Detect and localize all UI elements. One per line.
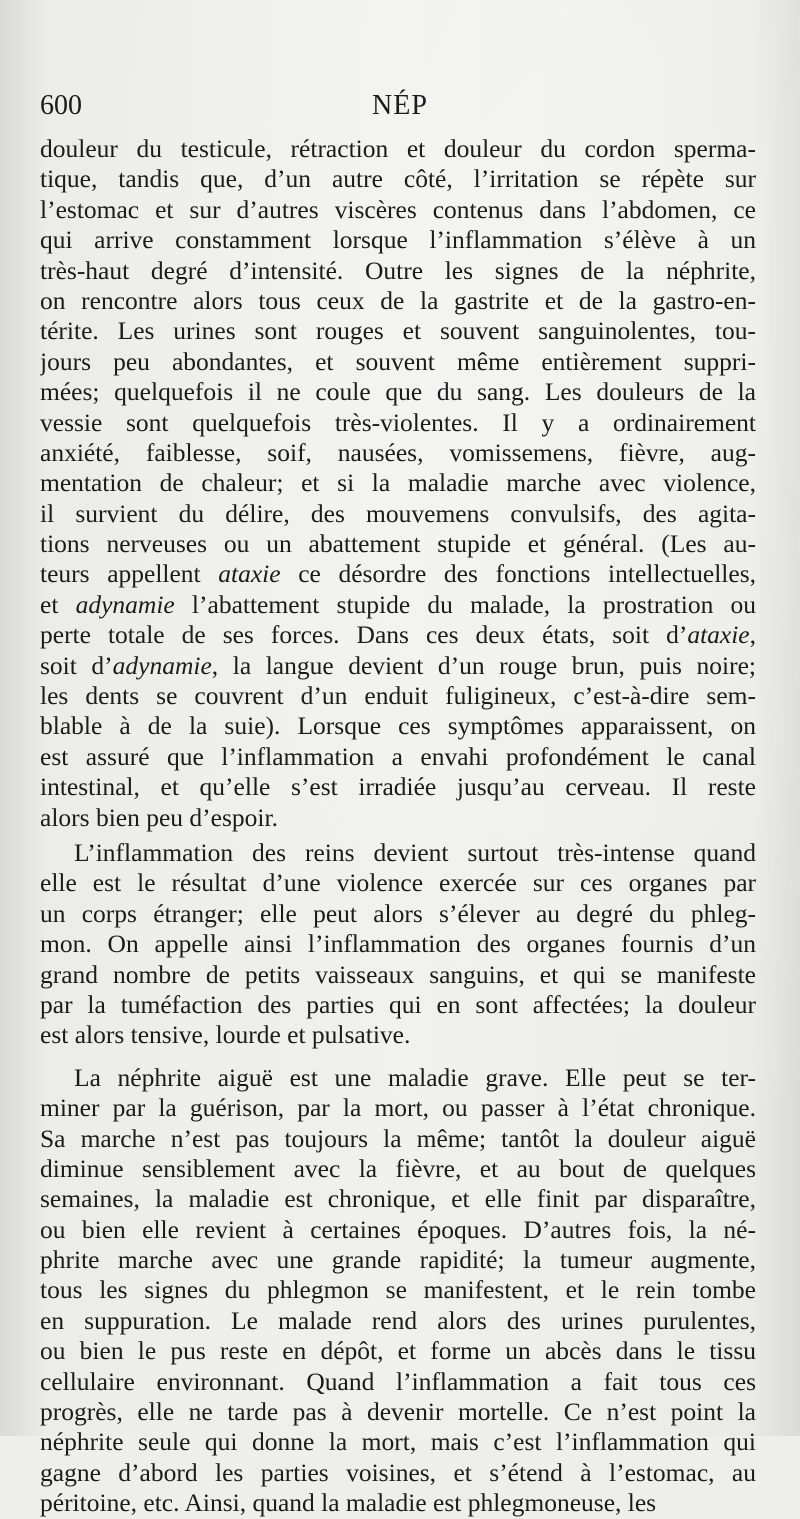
text-line: [40, 559, 756, 589]
text-line: jours peu abondantes, et souvent même entièrement suppri-: [40, 346, 756, 376]
text-line: grand nombre de petits vaisseaux sanguins, et qui se manifeste: [40, 959, 756, 989]
italic-term: adynamie: [112, 650, 212, 680]
text-line: douleur du testicule, rétraction et douleur du cordon sperma-: [40, 134, 756, 163]
text-line: semaines, la maladie est chronique, et elle finit par disparaître,: [40, 1184, 756, 1214]
text-line: [40, 651, 756, 681]
text-line: un corps étranger; elle peut alors s’élever au degré du phleg-: [40, 898, 756, 928]
text-fragment: teurs appellent: [40, 559, 219, 589]
running-head: NÉP: [372, 90, 428, 121]
text-fragment: soit d’: [40, 650, 113, 680]
text-line: térite. Les urines sont rouges et souvent sanguinolentes, tou-: [40, 316, 756, 346]
text-line: très-haut degré d’intensité. Outre les signes de la néphrite,: [40, 255, 756, 285]
text-line: La néphrite aiguë est une maladie grave. Elle peut se ter-: [74, 1062, 756, 1092]
text-line: L’inflammation des reins devient surtout très-intense quand: [74, 837, 756, 867]
italic-term: ataxie: [218, 559, 281, 589]
text-line: péritoine, etc. Ainsi, quand la maladie est phlegmoneuse, les: [40, 1488, 657, 1518]
text-line: diminue sensiblement avec la fièvre, et au bout de quelques: [40, 1153, 756, 1183]
text-fragment: l’abattement stupide du malade, la prostration ou: [174, 589, 756, 619]
text-line: il survient du délire, des mouvemens convulsifs, des agita-: [40, 498, 756, 528]
text-line: les dents se couvrent d’un enduit fuligineux, c’est-à-dire sem-: [40, 681, 756, 711]
text-line: Sa marche n’est pas toujours la même; tantôt la douleur aiguë: [40, 1123, 756, 1153]
text-line: est assuré que l’inflammation a envahi profondément le canal: [40, 741, 756, 771]
text-fragment: perte totale de ses forces. Dans ces deux états, soit d’: [40, 620, 688, 650]
text-fragment: , la langue devient d’un rouge brun, puis noire;: [211, 650, 756, 680]
body-text: [40, 134, 756, 1519]
text-line: [40, 620, 756, 650]
text-line: gagne d’abord les parties voisines, et s’étend à l’estomac, au: [40, 1457, 756, 1487]
text-line: ou bien elle revient à certaines époques. D’autres fois, la né-: [40, 1214, 756, 1244]
text-line: phrite marche avec une grande rapidité; la tumeur augmente,: [40, 1245, 756, 1275]
text-line: par la tuméfaction des parties qui en sont affectées; la douleur: [40, 989, 756, 1019]
italic-term: adynamie: [75, 589, 175, 619]
page-header: [40, 88, 760, 124]
text-line: est alors tensive, lourde et pulsative.: [40, 1020, 411, 1050]
text-line: [40, 590, 756, 620]
text-line: blable à de la suie). Lorsque ces symptômes apparaissent, on: [40, 711, 756, 741]
paragraph-gap: [40, 1051, 756, 1063]
text-line: intestinal, et qu’elle s’est irradiée jusqu’au cerveau. Il reste: [40, 772, 756, 802]
text-line: miner par la guérison, par la mort, ou passer à l’état chronique.: [40, 1093, 756, 1123]
text-fragment: ce désordre des fonctions intellectuelles,: [280, 559, 756, 589]
text-line: mées; quelquefois il ne coule que du sang. Les douleurs de la: [40, 377, 756, 407]
text-line: tique, tandis que, d’un autre côté, l’irritation se répète sur: [40, 164, 756, 194]
text-line: néphrite seule qui donne la mort, mais c’est l’inflammation qui: [40, 1427, 756, 1457]
text-line: qui arrive constamment lorsque l’inflammation s’élève à un: [40, 225, 756, 255]
text-line: ou bien le pus reste en dépôt, et forme un abcès dans le tissu: [40, 1336, 756, 1366]
text-line: cellulaire environnant. Quand l’inflammation a fait tous ces: [40, 1366, 756, 1396]
text-line: l’estomac et sur d’autres viscères contenus dans l’abdomen, ce: [40, 194, 756, 224]
text-fragment: et: [40, 589, 76, 619]
text-line: progrès, elle ne tarde pas à devenir mortelle. Ce n’est point la: [40, 1397, 756, 1427]
text-line: alors bien peu d’espoir.: [40, 802, 278, 832]
text-line: on rencontre alors tous ceux de la gastrite et de la gastro-en-: [40, 285, 756, 315]
text-line: mon. On appelle ainsi l’inflammation des organes fournis d’un: [40, 929, 756, 959]
text-line: tions nerveuses ou un abattement stupide et général. (Les au-: [40, 529, 756, 559]
italic-term: ataxie: [687, 620, 750, 650]
text-line: elle est le résultat d’une violence exercée sur ces organes par: [40, 868, 756, 898]
text-line: tous les signes du phlegmon se manifestent, et le rein tombe: [40, 1275, 756, 1305]
text-fragment: ,: [749, 620, 756, 650]
text-line: vessie sont quelquefois très-violentes. Il y a ordinairement: [40, 407, 756, 437]
text-line: anxiété, faiblesse, soif, nausées, vomissemens, fièvre, aug-: [40, 437, 756, 467]
text-line: mentation de chaleur; et si la maladie marche avec violence,: [40, 468, 756, 498]
page-number: 600: [40, 90, 82, 121]
text-line: en suppuration. Le malade rend alors des urines purulentes,: [40, 1305, 756, 1335]
